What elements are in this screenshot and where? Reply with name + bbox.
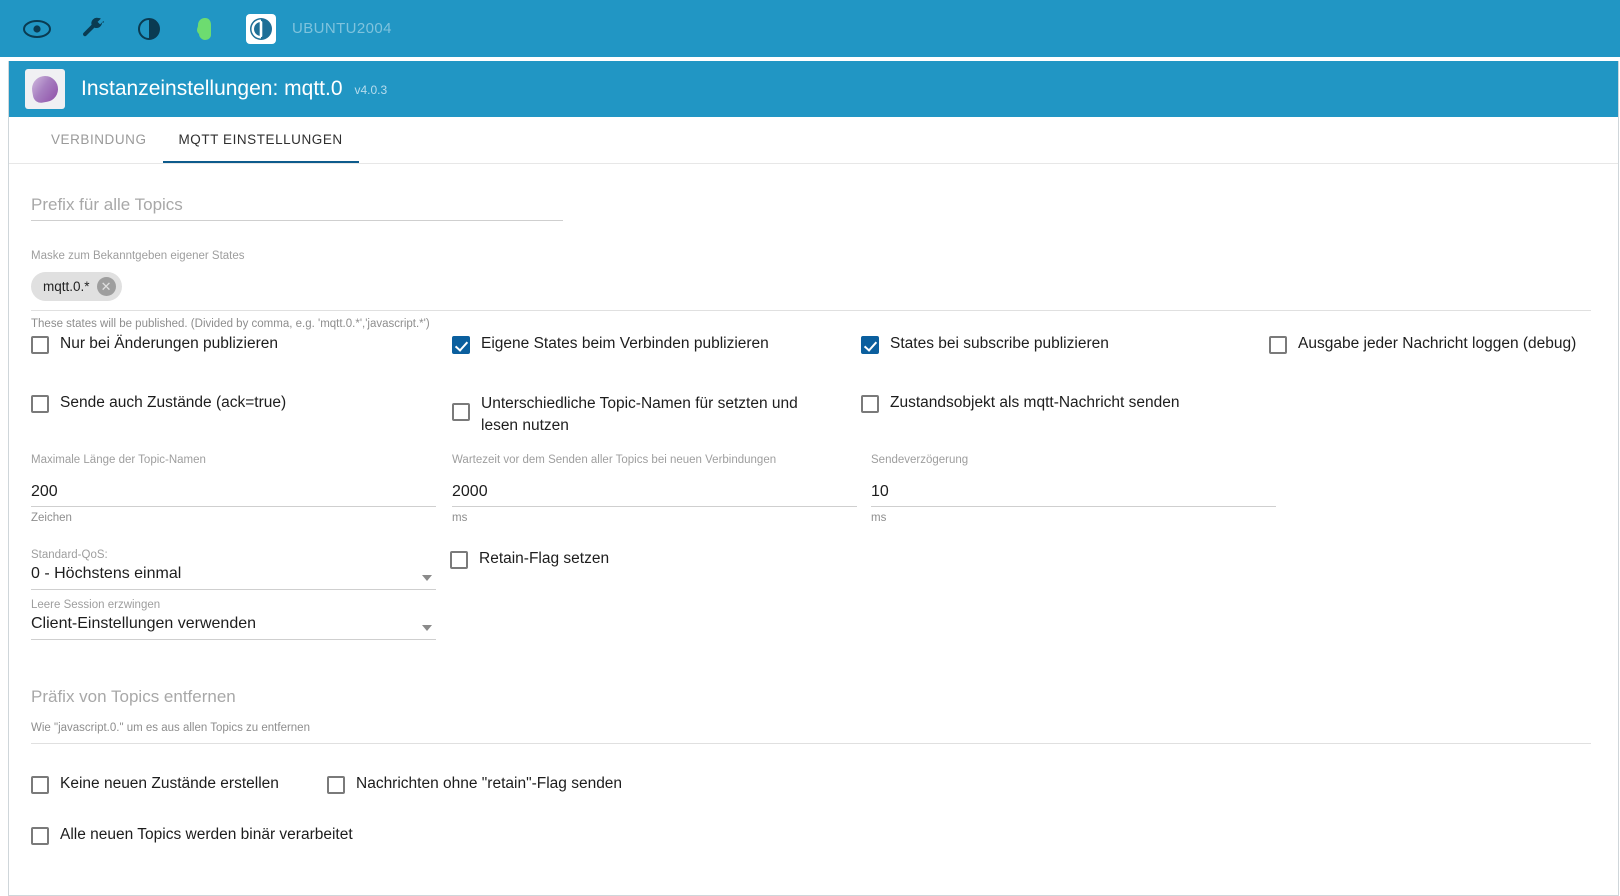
field-label: Maximale Länge der Topic-Namen: [31, 454, 206, 466]
checkbox-zustandsobjekt-senden[interactable]: [861, 393, 1179, 413]
checkbox-label: Retain-Flag setzen: [479, 550, 610, 567]
field-unit: ms: [871, 512, 887, 524]
checkbox-sende-auch-zustaende[interactable]: [31, 393, 286, 413]
checkbox-binary-topics[interactable]: [31, 825, 1597, 845]
field-label: Sendeverzögerung: [871, 454, 969, 466]
checkbox-eigene-states-publizieren[interactable]: [452, 334, 769, 354]
mask-chip-list: [31, 272, 1591, 311]
mask-chip[interactable]: [31, 272, 122, 301]
chevron-down-icon[interactable]: [422, 575, 432, 581]
tab-verbindung[interactable]: VERBINDUNG: [51, 131, 147, 147]
checkbox-label: Keine neuen Zustände erstellen: [60, 775, 279, 792]
checkbox-box[interactable]: [452, 336, 470, 354]
checkbox-box[interactable]: [31, 395, 49, 413]
checkbox-box[interactable]: [31, 827, 49, 845]
checkbox-nur-bei-aenderungen[interactable]: [31, 334, 278, 354]
checkbox-label: Ausgabe jeder Nachricht loggen (debug): [1298, 335, 1577, 352]
remove-prefix-input[interactable]: [31, 684, 1591, 712]
clean-session-select[interactable]: [31, 612, 436, 640]
checkbox-label: Alle neuen Topics werden binär verarbeitet: [60, 826, 353, 843]
mask-helper-text: These states will be published. (Divided by comma, e.g. 'mqtt.0.*','javascript.*'): [31, 318, 430, 330]
field-unit: Zeichen: [31, 512, 72, 524]
checkbox-label: Nachrichten ohne "retain"-Flag senden: [356, 775, 623, 792]
settings-content: [9, 164, 1618, 895]
checkbox-label: States bei subscribe publizieren: [890, 335, 1109, 352]
clean-session-selected-value: Client-Einstellungen verwenden: [31, 612, 436, 640]
system-topbar: [0, 0, 1620, 57]
max-topic-length-input[interactable]: [31, 480, 436, 507]
checkbox-label: Eigene States beim Verbinden publizieren: [481, 335, 769, 352]
mask-field-wrap: [31, 250, 1591, 330]
checkbox-label: Sende auch Zustände (ack=true): [60, 394, 287, 411]
prefix-field-wrap: [31, 192, 563, 221]
mask-chip-label: mqtt.0.*: [43, 279, 90, 294]
checkbox-box[interactable]: [861, 395, 879, 413]
clean-session-field: [31, 599, 436, 640]
field-send-delay: [871, 454, 1276, 524]
qos-field: [31, 549, 436, 590]
field-label: Wartezeit vor dem Senden aller Topics bei neuen Verbindungen: [452, 454, 777, 466]
checkbox-box[interactable]: [327, 776, 345, 794]
version-label: v4.0.3: [354, 83, 388, 97]
checkbox-box[interactable]: [450, 551, 468, 569]
checkbox-ohne-retain-senden[interactable]: [327, 774, 622, 794]
checkbox-box[interactable]: [1269, 336, 1287, 354]
adapter-settings-window: [8, 61, 1619, 896]
checkbox-box[interactable]: [861, 336, 879, 354]
eye-icon[interactable]: [22, 14, 52, 44]
send-delay-input[interactable]: [871, 480, 1276, 507]
tab-bar: [9, 117, 1618, 164]
clean-session-label: Leere Session erzwingen: [31, 599, 161, 611]
contrast-icon[interactable]: [134, 14, 164, 44]
remove-prefix-field: [31, 684, 1591, 744]
field-max-topic-length: [31, 454, 436, 524]
topbar-hostname: UBUNTU2004: [292, 20, 392, 37]
page-title: Instanzeinstellungen: mqtt.0: [81, 77, 343, 100]
checkbox-debug-logging[interactable]: [1269, 334, 1576, 354]
checkbox-retain-flag[interactable]: [450, 549, 609, 569]
power-icon[interactable]: [246, 14, 276, 44]
chevron-down-icon[interactable]: [422, 625, 432, 631]
tab-mqtt-einstellungen[interactable]: MQTT EINSTELLUNGEN: [163, 117, 359, 163]
qos-label: Standard-QoS:: [31, 549, 108, 561]
qos-selected-value: 0 - Höchstens einmal: [31, 562, 436, 590]
checkbox-label: Nur bei Änderungen publizieren: [60, 335, 279, 352]
field-unit: ms: [452, 512, 468, 524]
checkbox-box[interactable]: [31, 336, 49, 354]
checkbox-unterschiedliche-topic-namen[interactable]: [452, 393, 832, 437]
checkbox-keine-neuen-zustaende[interactable]: [31, 774, 279, 794]
checkbox-states-bei-subscribe[interactable]: [861, 334, 1109, 354]
wait-before-send-input[interactable]: [452, 480, 857, 507]
window-titlebar: [9, 61, 1618, 117]
checkbox-box[interactable]: [452, 403, 470, 421]
field-wait-before-send: [452, 454, 857, 524]
close-icon[interactable]: ✕: [97, 277, 116, 296]
checkbox-box[interactable]: [31, 776, 49, 794]
remove-prefix-hint: Wie "javascript.0." um es aus allen Topics zu entfernen: [31, 722, 1591, 744]
mask-label: Maske zum Bekanntgeben eigener States: [31, 250, 245, 262]
qos-select[interactable]: [31, 562, 436, 590]
checkbox-label: Zustandsobjekt als mqtt-Nachricht senden: [890, 394, 1180, 411]
checkbox-label: Unterschiedliche Topic-Namen für setzten und lesen nutzen: [481, 395, 798, 434]
adapter-logo-icon: [25, 69, 65, 109]
wrench-icon[interactable]: [78, 14, 108, 44]
brain-icon[interactable]: [190, 14, 220, 44]
prefix-input[interactable]: [31, 192, 563, 221]
